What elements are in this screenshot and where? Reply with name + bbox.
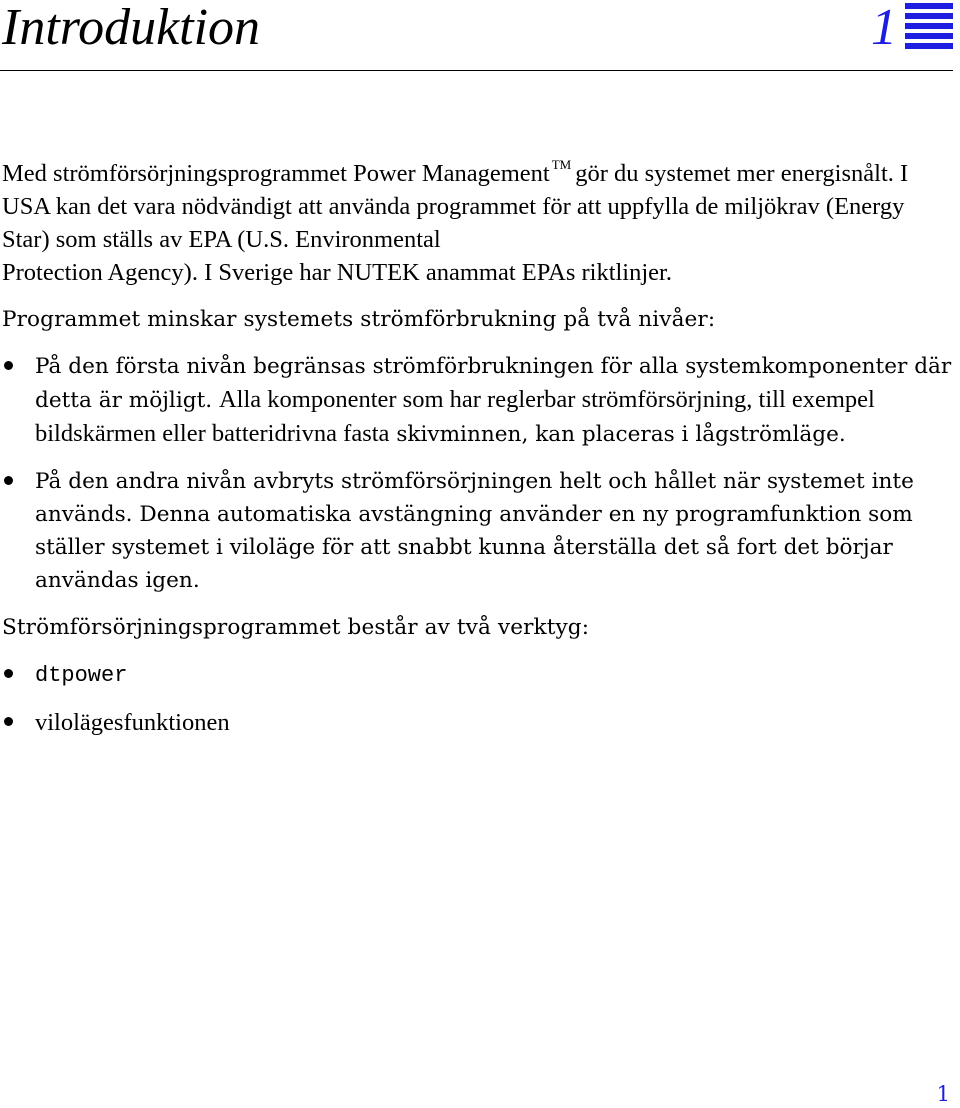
tool-viloläge: vilolägesfunktionen (35, 709, 230, 736)
level-1-part3: skivminnen, kan placeras i lågströmläge. (396, 422, 846, 447)
chapter-number: 1 (871, 0, 897, 56)
page-number: 1 (936, 1082, 950, 1106)
level-1-part2: Alla komponenter som har reglerbar strömförsörjning, till exempel bildskärmen eller batteridrivna fasta (35, 386, 875, 447)
chapter-header (0, 0, 953, 71)
chapter-content (2, 148, 952, 754)
level-1-part1: På den första nivån begränsas strömförbrukningen för alla systemkomponenter där detta är möjligt. (35, 354, 952, 413)
chapter-marker-icon (905, 3, 953, 51)
bullet-icon (4, 669, 13, 678)
list-item (2, 350, 952, 451)
trademark-symbol: TM (551, 157, 572, 172)
tools-list (2, 658, 952, 740)
levels-list (2, 350, 952, 597)
list-item (2, 465, 952, 597)
level-2-part2: Denna automatiska avstängning använder en ny programfunktion som ställer systemet i viloläge för att snabbt kunna återställa det så fort det börjar användas igen. (35, 502, 913, 593)
tools-lead: Strömförsörjningsprogrammet består av två verktyg: (2, 615, 590, 640)
intro-text-start: Med strömförsörjningsprogrammet Power Management (2, 160, 550, 187)
tool-dtpower: dtpower (35, 663, 128, 688)
bullet-icon (4, 717, 13, 726)
list-item (2, 658, 952, 692)
intro-paragraph (2, 148, 952, 289)
chapter-title: Introduktion (2, 0, 261, 56)
bullet-icon (4, 476, 13, 485)
intro-text-middle: gör du systemet mer energisnålt. I USA kan det vara nödvändigt att använda programmet för att uppfylla de miljökrav (Energy Star) som ställs av EPA (U.S. Environmental (2, 160, 909, 253)
list-item (2, 706, 952, 740)
bullet-icon (4, 361, 13, 370)
level-2-part1: På den andra nivån avbryts strömförsörjningen helt och hållet när systemet inte används. (35, 469, 914, 527)
intro-text-end: Protection Agency). I Sverige har NUTEK anammat EPAs riktlinjer. (2, 259, 672, 286)
levels-lead: Programmet minskar systemets strömförbrukning på två nivåer: (2, 307, 716, 332)
